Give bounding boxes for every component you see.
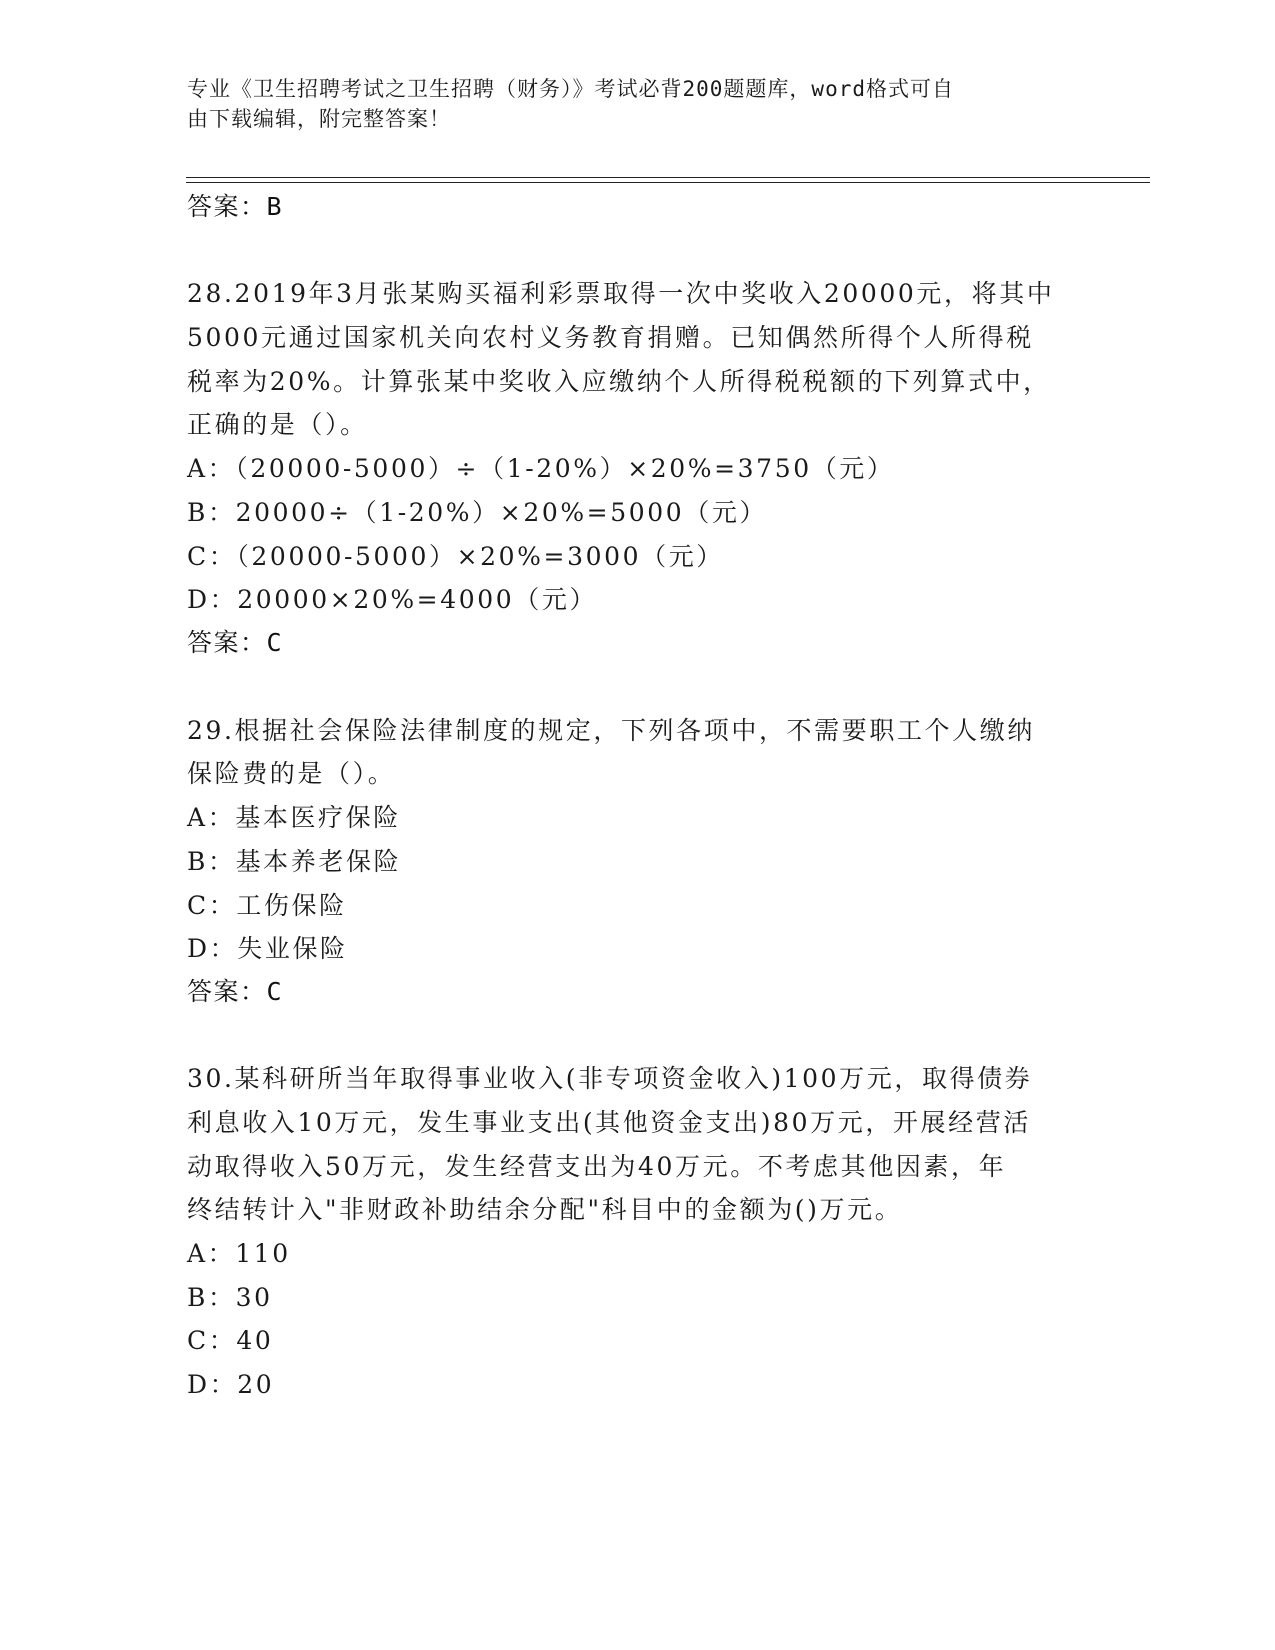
q30-option-c: C：40 [187, 1326, 274, 1355]
q28-stem-line-4: 正确的是（）。 [187, 410, 368, 439]
q28-stem-line-1: 28.2019年3月张某购买福利彩票取得一次中奖收入20000元，将其中 [187, 279, 1055, 308]
q29-option-a: A：基本医疗保险 [187, 803, 401, 832]
header-divider-top [186, 177, 1150, 178]
q29-stem-line-1: 29.根据社会保险法律制度的规定，下列各项中，不需要职工个人缴纳 [187, 716, 1035, 745]
q30-option-b: B：30 [187, 1283, 273, 1312]
document-header [187, 74, 1067, 134]
answer-q29: 答案：C [187, 977, 284, 1006]
q28-stem-line-3: 税率为20%。计算张某中奖收入应缴纳个人所得税税额的下列算式中， [187, 367, 1051, 396]
q29-stem-line-2: 保险费的是（）。 [187, 759, 396, 788]
q29-option-b: B：基本养老保险 [187, 847, 402, 876]
answer-q28: 答案：C [187, 628, 284, 657]
header-line-1: 专业《卫生招聘考试之卫生招聘（财务）》考试必背200题题库，word格式可自 [187, 77, 954, 101]
q30-stem-line-3: 动取得收入50万元，发生经营支出为40万元。不考虑其他因素，年 [187, 1152, 1007, 1181]
q30-stem-line-1: 30.某科研所当年取得事业收入(非专项资金收入)100万元，取得债券 [187, 1064, 1033, 1093]
q28-option-c: C：（20000-5000）×20%=3000（元） [187, 542, 724, 571]
q28-option-b: B：20000÷（1-20%）×20%=5000（元） [187, 498, 768, 527]
header-line-2: 由下载编辑，附完整答案！ [187, 107, 451, 131]
q30-stem-line-2: 利息收入10万元，发生事业支出(其他资金支出)80万元，开展经营活 [187, 1108, 1031, 1137]
q28-option-a: A：（20000-5000）÷（1-20%）×20%=3750（元） [187, 454, 895, 483]
q28-option-d: D：20000×20%=4000（元） [187, 585, 598, 614]
header-divider-bottom [186, 182, 1150, 183]
answer-q27: 答案：B [187, 192, 284, 221]
q28-stem-line-2: 5000元通过国家机关向农村义务教育捐赠。已知偶然所得个人所得税 [187, 323, 1034, 352]
q30-option-d: D：20 [187, 1370, 275, 1399]
q30-option-a: A：110 [187, 1239, 291, 1268]
q29-option-c: C：工伤保险 [187, 891, 347, 920]
q30-stem-line-4: 终结转计入"非财政补助结余分配"科目中的金额为()万元。 [187, 1195, 903, 1224]
q29-option-d: D：失业保险 [187, 934, 348, 963]
